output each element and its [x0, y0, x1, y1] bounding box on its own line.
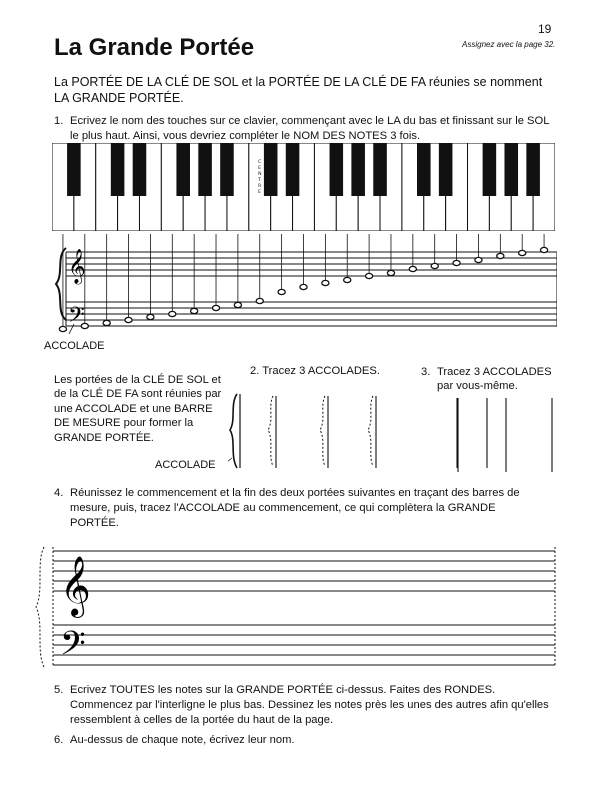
instruction-text: Tracez 3 ACCOLADES. [262, 365, 380, 377]
black-key[interactable] [286, 143, 300, 196]
instruction-1 [54, 114, 554, 144]
whole-note [519, 250, 526, 255]
whole-note [212, 305, 219, 310]
whole-note [300, 284, 307, 289]
page-title: La Grande Portée [54, 34, 255, 61]
tracing-brace-1 [268, 396, 273, 466]
instruction-4 [54, 486, 534, 531]
bass-clef-icon: 𝄢 [68, 303, 85, 333]
whole-note [475, 257, 482, 262]
bass-clef-icon: 𝄢 [60, 625, 86, 671]
treble-clef-icon: 𝄞 [68, 249, 86, 284]
whole-note [169, 311, 176, 316]
black-key[interactable] [526, 143, 540, 196]
black-key[interactable] [198, 143, 212, 196]
instruction-text: Ecrivez TOUTES les notes sur la GRANDE PORTÉE ci-dessus. Faites des RONDES. Commencez par l'interligne le plus bas. Dessinez les notes près les unes des autres afin qu'elles ressemblent à celles de la portée du haut de la page. [70, 684, 549, 726]
middle-c-label: C E N T R E [258, 160, 262, 195]
whole-note [147, 314, 154, 319]
black-key[interactable] [439, 143, 453, 196]
instruction-text: Ecrivez le nom des touches sur ce clavier, commençant avec le LA du bas et finissant sur le SOL le plus haut. Ainsi, vous devriez compléter le NOM DES NOTES 3 fois. [70, 115, 550, 142]
whole-note [387, 270, 394, 275]
intro-text: La PORTÉE DE LA CLÉ DE SOL et la PORTÉE DE LA CLÉ DE FA réunies se nomment LA GRANDE PORTÉE. [54, 75, 543, 105]
tracing-brace-2 [320, 396, 325, 466]
whole-note [409, 266, 416, 271]
treble-clef-icon: 𝄞 [60, 556, 91, 616]
black-key[interactable] [373, 143, 387, 196]
instruction-6 [54, 733, 554, 748]
whole-note [497, 253, 504, 258]
brace-exercise-3 [456, 398, 556, 474]
instruction-number: 2. [250, 365, 260, 377]
whole-note [322, 280, 329, 285]
black-key[interactable] [67, 143, 81, 196]
piano-keyboard [52, 143, 555, 231]
black-key[interactable] [176, 143, 190, 196]
brace-icon [230, 394, 237, 468]
whole-note [344, 277, 351, 282]
accolade-label-2: ACCOLADE [155, 459, 216, 471]
whole-note [540, 247, 547, 252]
assign-note: Assignez avec la page 32. [462, 40, 556, 49]
whole-note [278, 289, 285, 294]
grand-staff-exercise[interactable] [30, 543, 560, 673]
whole-note [453, 260, 460, 265]
explanation-text: Les portées de la CLÉ DE SOL et de la CLÉ DE FA sont réunies par une ACCOLADE et une BARRE DE MESURE pour former la GRANDE PORTÉE. [54, 374, 222, 444]
black-key[interactable] [220, 143, 234, 196]
instruction-number: 5. [54, 684, 64, 696]
black-key[interactable] [504, 143, 518, 196]
black-key[interactable] [133, 143, 147, 196]
black-key[interactable] [417, 143, 431, 196]
instruction-number: 1. [54, 115, 64, 127]
black-key[interactable] [264, 143, 278, 196]
instruction-3 [421, 365, 561, 394]
tracing-brace-3 [368, 396, 373, 466]
black-key[interactable] [351, 143, 365, 196]
instruction-number: 6. [54, 734, 64, 746]
accolade-label: ACCOLADE [44, 340, 105, 352]
page-number: 19 [538, 22, 552, 36]
brace-exercises [228, 392, 488, 472]
instruction-text: Réunissez le commencement et la fin des deux portées suivantes en traçant des barres de mesure, puis, tracez l'ACCOLADE au commencement, ce qui complètera la GRANDE PORTÉE. [70, 487, 520, 529]
whole-note [125, 317, 132, 322]
whole-note [191, 308, 198, 313]
black-key[interactable] [330, 143, 344, 196]
instruction-number: 4. [54, 487, 64, 499]
whole-note [256, 298, 263, 303]
tracing-brace [36, 547, 44, 667]
whole-note [366, 273, 373, 278]
instruction-2 [250, 365, 380, 377]
instruction-number: 3. [421, 366, 431, 378]
instruction-text: Tracez 3 ACCOLADES par vous-même. [437, 366, 552, 393]
black-key[interactable] [483, 143, 497, 196]
grand-staff-reference [52, 234, 557, 334]
instruction-text: Au-dessus de chaque note, écrivez leur nom. [70, 734, 295, 746]
whole-note [59, 326, 66, 331]
whole-note [234, 302, 241, 307]
whole-note [431, 263, 438, 268]
whole-note [103, 320, 110, 325]
brace-icon [56, 248, 66, 320]
instruction-5 [54, 683, 554, 728]
black-key[interactable] [111, 143, 125, 196]
